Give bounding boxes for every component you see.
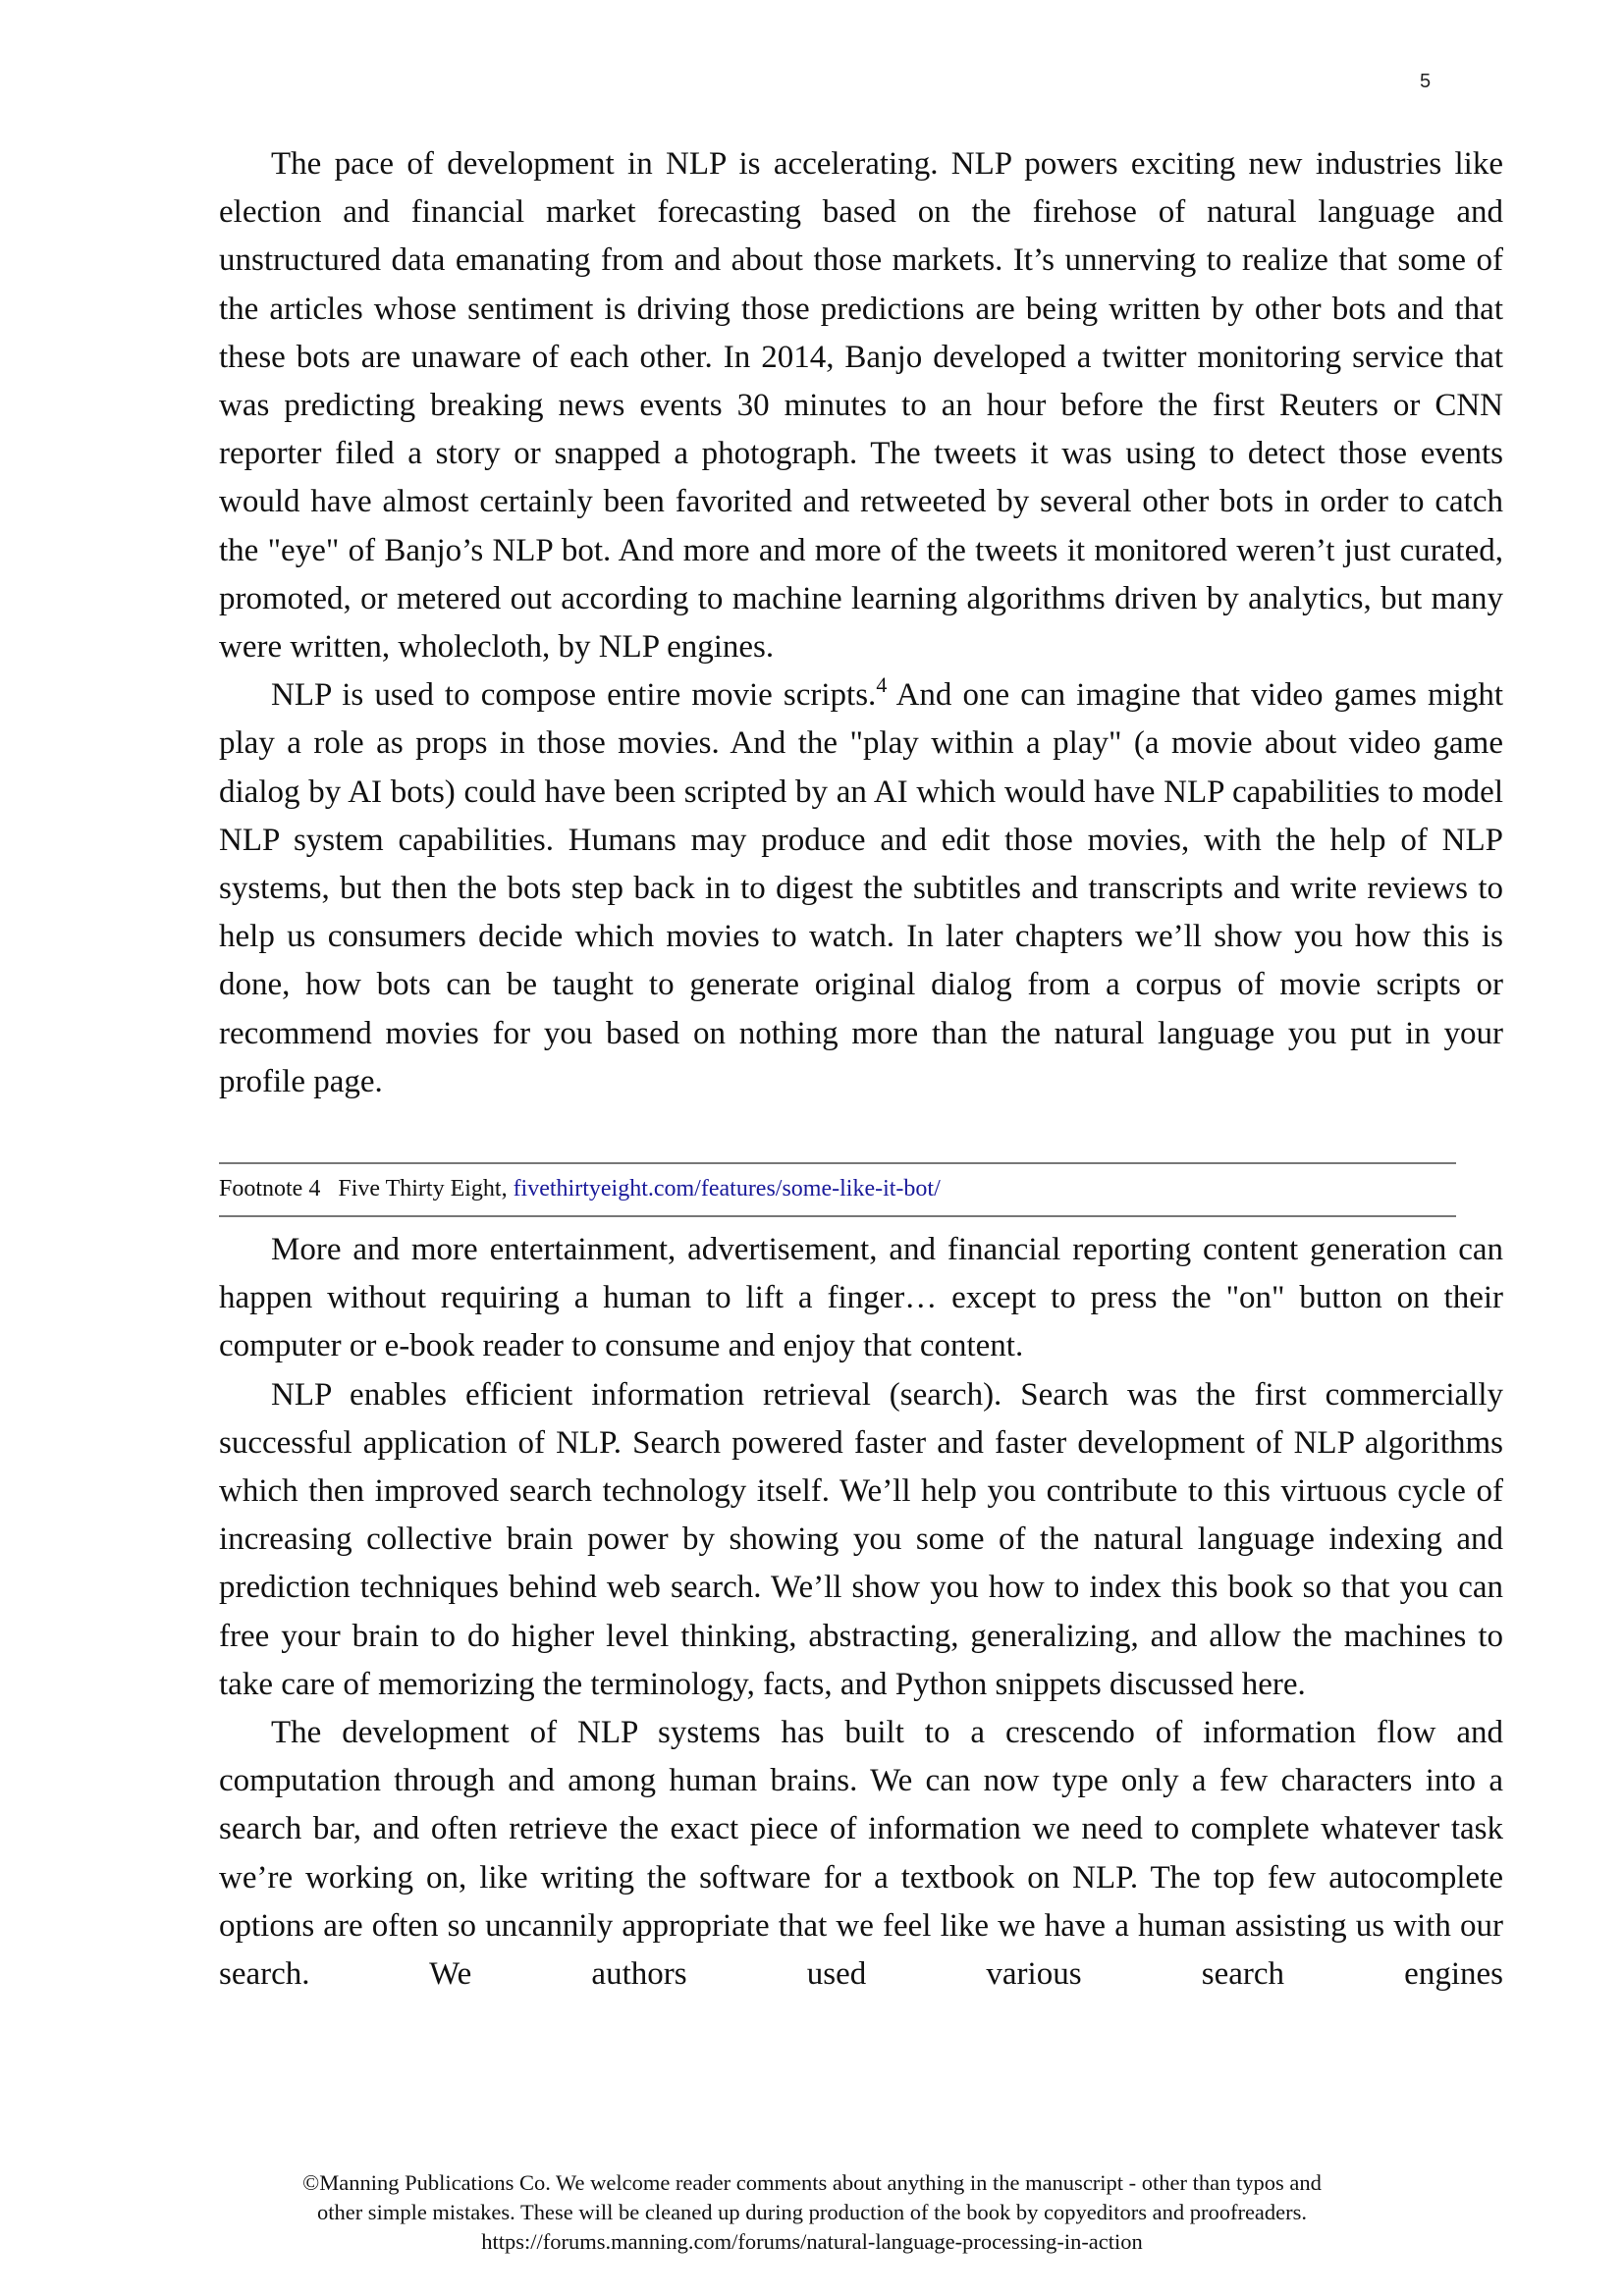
paragraph (219, 671, 1503, 1106)
paragraph: The development of NLP systems has built to a crescendo of information flow and computation through and among human brains. We can now type only a few characters into a search bar, and often retrieve the exact piece of information we need to complete whatever task we’re working on, like writing the software for a textbook on NLP. The top few autocomplete options are often so uncannily appropriate that we feel like we have a human assisting us with our search. We authors used various search engines (219, 1715, 1503, 1993)
paragraph-text: NLP is used to compose entire movie scripts. (271, 677, 877, 714)
feedback-notice: other simple mistakes. These will be cleaned up during production of the book by copyeditors and proofreaders. (316, 2200, 1308, 2224)
paragraph: More and more entertainment, advertisement, and financial reporting content generation can happen without requiring a human to lift a finger… except to press the "on" button on their computer or e-book reader to consume and enjoy that content. (219, 1232, 1503, 1364)
body-text-top (219, 140, 1503, 1106)
footnote-divider-bottom (219, 1215, 1456, 1217)
footnote-divider-top (219, 1162, 1456, 1164)
paragraph: NLP enables efficient information retrieval (search). Search was the first commercially successful application of NLP. Search powered faster and faster development of NLP algorithms which then improved search technology itself. We’ll help you contribute to this virtuous cycle of increasing collective brain power by showing you some of the natural language indexing and prediction techniques behind web search. We’ll show you how to index this book so that you can free your brain to do higher level thinking, abstracting, generalizing, and allow the machines to take care of memorizing the terminology, facts, and Python snippets discussed here. (219, 1376, 1503, 1702)
paragraph-text: And one can imagine that video games might play a role as props in those movies. And the "play within a play" (a movie about video game dialog by AI bots) could have been scripted by an AI which would have NLP capabilities to model NLP system capabilities. Humans may produce and edit those movies, with the help of NLP systems, but then the bots step back in to digest the subtitles and transcripts and write reviews to help us consumers decide which movies to watch. In later chapters we’ll show you how this is done, how bots can be taught to generate original dialog from a corpus of movie scripts or recommend movies for you based on nothing more than the natural language you put in your profile page. (219, 677, 1503, 1099)
copyright-notice: ©Manning Publications Co. We welcome reader comments about anything in the manuscript - other than typos and (302, 2170, 1322, 2195)
footnote (219, 1174, 941, 1203)
page-footer (0, 2168, 1624, 2257)
footnote-reference[interactable]: 4 (876, 672, 888, 698)
footnote-link[interactable]: fivethirtyeight.com/features/some-like-it-bot/ (513, 1176, 941, 1201)
paragraph: The pace of development in NLP is accelerating. NLP powers exciting new industries like election and financial market forecasting based on the firehose of natural language and unstructured data emanating from and about those markets. It’s unnerving to realize that some of the articles whose sentiment is driving those predictions are being written by other bots and that these bots are unaware of each other. In 2014, Banjo developed a twitter monitoring service that was predicting breaking news events 30 minutes to an hour before the first Reuters or CNN reporter filed a story or snapped a photograph. The tweets it was using to detect those events would have almost certainly been favorited and retweeted by several other bots in order to catch the "eye" of Banjo’s NLP bot. And more and more of the tweets it monitored weren’t just curated, promoted, or metered out according to machine learning algorithms driven by analytics, but many were written, wholecloth, by NLP engines. (219, 146, 1503, 666)
forum-url[interactable]: https://forums.manning.com/forums/natural-language-processing-in-action (481, 2229, 1143, 2254)
body-text-bottom (219, 1226, 1503, 1999)
page-number: 5 (1420, 71, 1432, 92)
footnote-label: Footnote 4 (219, 1176, 321, 1201)
footnote-source: Five Thirty Eight, (338, 1176, 508, 1201)
